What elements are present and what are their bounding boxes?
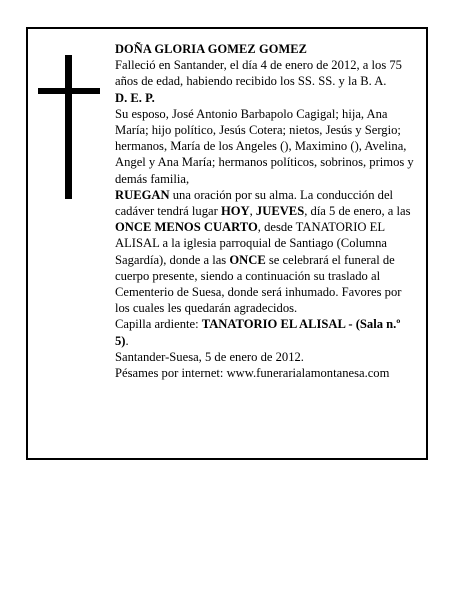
chapel-period: .: [125, 333, 129, 348]
cross-icon: [38, 55, 100, 199]
cross-vertical-bar: [65, 55, 72, 199]
jueves-label: JUEVES: [255, 204, 305, 219]
request-text-3: , desde TANATORIO EL ALISAL a la iglesia parroquial de Santiago (Columna Sagardía), donde a las: [115, 220, 387, 267]
funeral-request: [115, 187, 417, 317]
funeral-time: ONCE MENOS CUARTO: [115, 220, 258, 235]
once-label: ONCE: [229, 252, 266, 267]
obituary-notice: [26, 27, 428, 460]
request-text-1: una oración por su alma. La conducción del cadáver tendrá lugar: [115, 187, 394, 219]
ruegan-label: RUEGAN: [115, 187, 170, 202]
family-list: Su esposo, José Antonio Barbapolo Cagigal; hija, Ana María; hijo político, Jesús Cotera; nietos, Jesús y Sergio; hermanos, María de los Angeles (), Maximino (), Avelina, Angel y Ana María; hermanos políticos, sobrinos, primos y demás familia,: [115, 106, 414, 186]
hoy-label: HOY: [220, 204, 250, 219]
chapel-location: TANATORIO EL ALISAL - (Sala n.º 5): [115, 317, 401, 348]
request-text-2: , día 5 de enero, a las: [304, 204, 411, 219]
cross-horizontal-bar: [38, 88, 100, 94]
death-notice: Falleció en Santander, el día 4 de enero de 2012, a los 75 años de edad, habiendo recibido los SS. SS. y la B. A.: [115, 58, 402, 89]
chapel-label: Capilla ardiente:: [115, 317, 202, 332]
deceased-name: DOÑA GLORIA GOMEZ GOMEZ: [115, 42, 307, 56]
condolences-line: Pésames por internet: www.funerarialamontanesa.com: [115, 366, 390, 381]
obituary-text: [115, 41, 417, 381]
chapel-info: [115, 316, 417, 348]
place-date: Santander-Suesa, 5 de enero de 2012.: [115, 349, 304, 364]
rip-label: D. E. P.: [115, 90, 155, 105]
request-text-4: se celebrará el funeral de cuerpo presente, siendo a continuación su traslado al Cementerio de Suesa, donde será inhumado. Favores por los cuales les quedarán agradecidos.: [115, 252, 402, 316]
request-comma: ,: [249, 204, 256, 219]
